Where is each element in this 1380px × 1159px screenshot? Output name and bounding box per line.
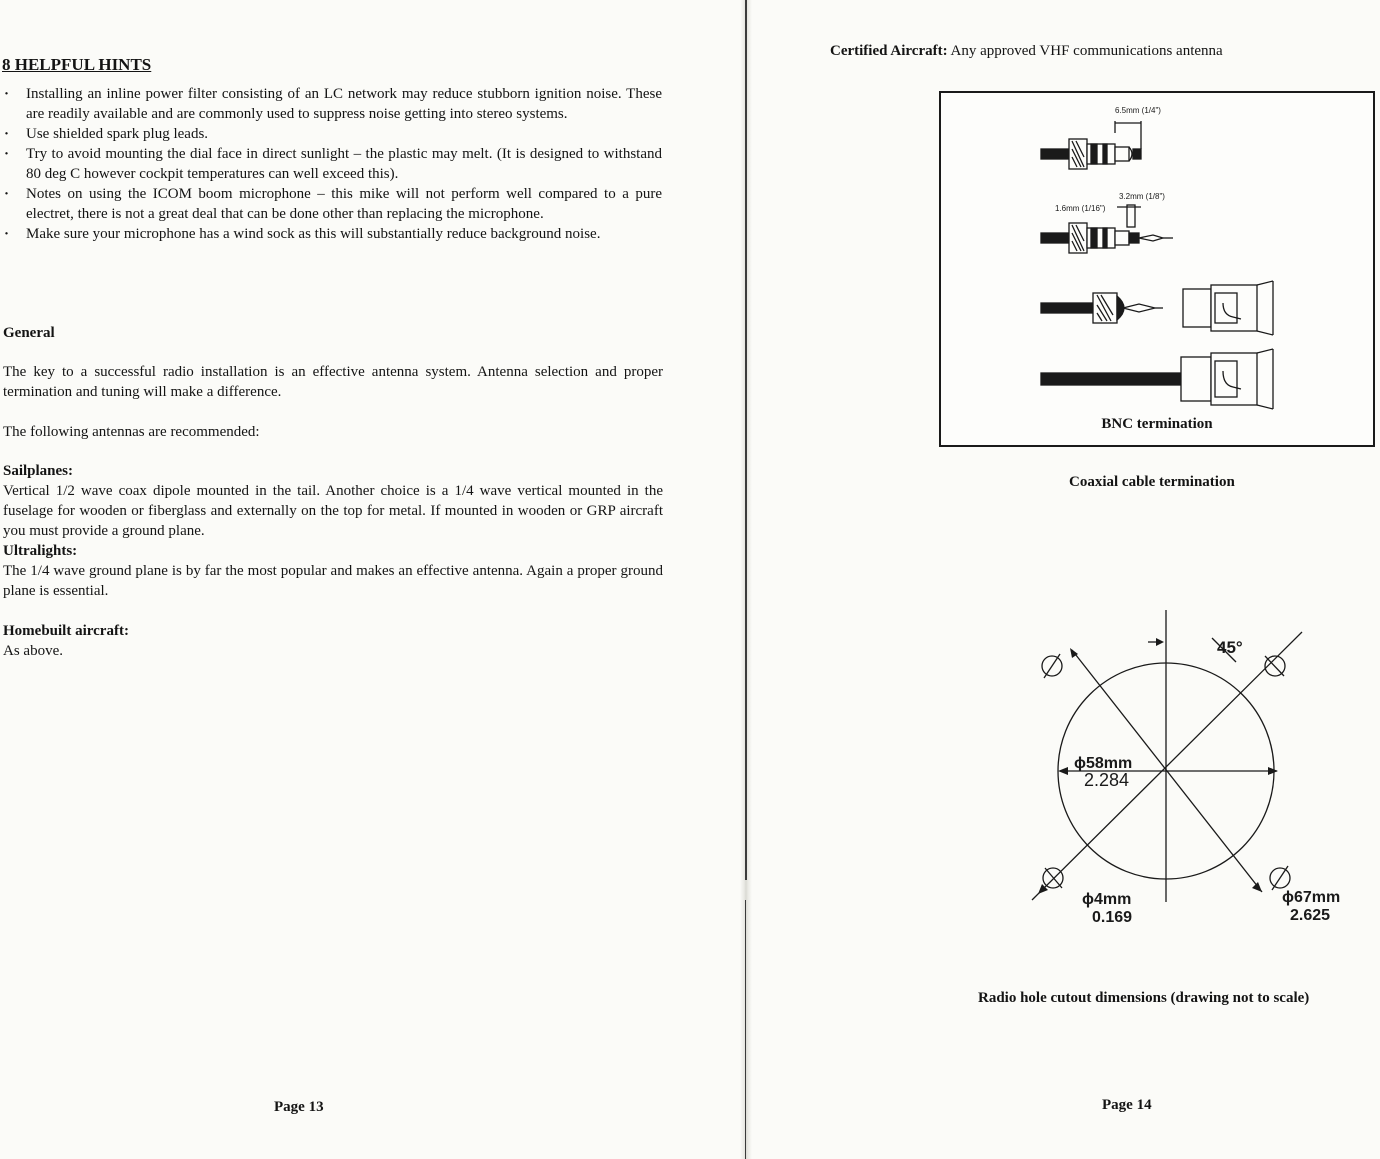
cutout-diameter-in: 2.284 xyxy=(1084,770,1130,790)
bnc-step-1-drawing xyxy=(1041,121,1141,169)
hole-diameter-in: 0.169 xyxy=(1092,909,1133,926)
bnc-dim-label-1: 6.5mm (1/4") xyxy=(1115,106,1161,115)
bnc-termination-label: BNC termination xyxy=(1101,416,1213,432)
page-number: Page 13 xyxy=(274,1099,324,1115)
hint-item: · Make sure your microphone has a wind sock as this will substantially reduce background noise. xyxy=(2,224,662,244)
certified-aircraft-text: Any approved VHF communications antenna xyxy=(950,43,1223,59)
bnc-dim-label-3: 1.6mm (1/16") xyxy=(1055,204,1106,213)
gutter-shadow xyxy=(745,900,746,1159)
outer-diameter-mm: ɸ67mm xyxy=(1282,889,1341,906)
page-14 xyxy=(752,0,1380,1159)
cutout-diameter-mm: ɸ58mm xyxy=(1074,755,1133,772)
angle-label: 45° xyxy=(1217,638,1243,657)
cutout-diagram xyxy=(1012,600,1342,940)
hint-item: · Try to avoid mounting the dial face in direct sunlight – the plastic may melt. (It is designed to withstand 80 deg C however cockpit temperatures can well exceed this). xyxy=(2,144,662,184)
ultralights-heading: Ultralights: xyxy=(3,543,78,559)
cutout-caption: Radio hole cutout dimensions (drawing not to scale) xyxy=(978,990,1310,1006)
certified-aircraft-line xyxy=(830,43,1223,60)
homebuilt-heading: Homebuilt aircraft: xyxy=(3,623,129,639)
outer-diameter-in: 2.625 xyxy=(1290,907,1331,924)
coax-caption: Coaxial cable termination xyxy=(1069,474,1235,490)
general-paragraph: The key to a successful radio installation is an effective antenna system. Antenna selection and proper termination and tuning will make a difference. xyxy=(3,364,663,400)
certified-aircraft-label: Certified Aircraft: xyxy=(830,43,948,59)
gutter-shadow xyxy=(745,280,747,880)
hole-diameter-mm: ɸ4mm xyxy=(1082,891,1132,908)
sailplanes-heading: Sailplanes: xyxy=(3,463,74,479)
hint-item: · Notes on using the ICOM boom microphone – this mike will not perform well compared to a pure electret, there is not a great deal that can be done other than replacing the microphone. xyxy=(2,184,662,224)
ultralights-paragraph: The 1/4 wave ground plane is by far the most popular and makes an effective antenna. Again a proper ground plane is essential. xyxy=(3,563,663,599)
recommended-paragraph: The following antennas are recommended: xyxy=(3,424,260,440)
general-heading: General xyxy=(3,325,55,341)
hint-item: · Installing an inline power filter consisting of an LC network may reduce stubborn ignition noise. These are readily available and are commonly used to suppress noise getting into stereo systems. xyxy=(2,84,662,124)
bnc-dim-label-2: 3.2mm (1/8") xyxy=(1119,192,1165,201)
bnc-step-3-drawing xyxy=(1041,281,1273,335)
gutter-shadow xyxy=(745,0,747,280)
sailplanes-paragraph: Vertical 1/2 wave coax dipole mounted in the tail. Another choice is a 1/4 wave vertical mounted in the fuselage for wooden or fiberglass and externally on the top for metal. If mounted in wooden or GRP aircraft you must provide a ground plane. xyxy=(3,483,663,539)
bnc-termination-figure xyxy=(939,91,1375,447)
page-number: Page 14 xyxy=(1102,1097,1152,1113)
hint-item: · Use shielded spark plug leads. xyxy=(2,124,662,144)
helpful-hints-heading: 8 HELPFUL HINTS xyxy=(2,55,152,74)
bnc-drawing xyxy=(941,93,1373,413)
homebuilt-paragraph: As above. xyxy=(3,643,63,659)
bnc-step-4-drawing xyxy=(1041,349,1273,409)
hints-list xyxy=(2,84,662,244)
